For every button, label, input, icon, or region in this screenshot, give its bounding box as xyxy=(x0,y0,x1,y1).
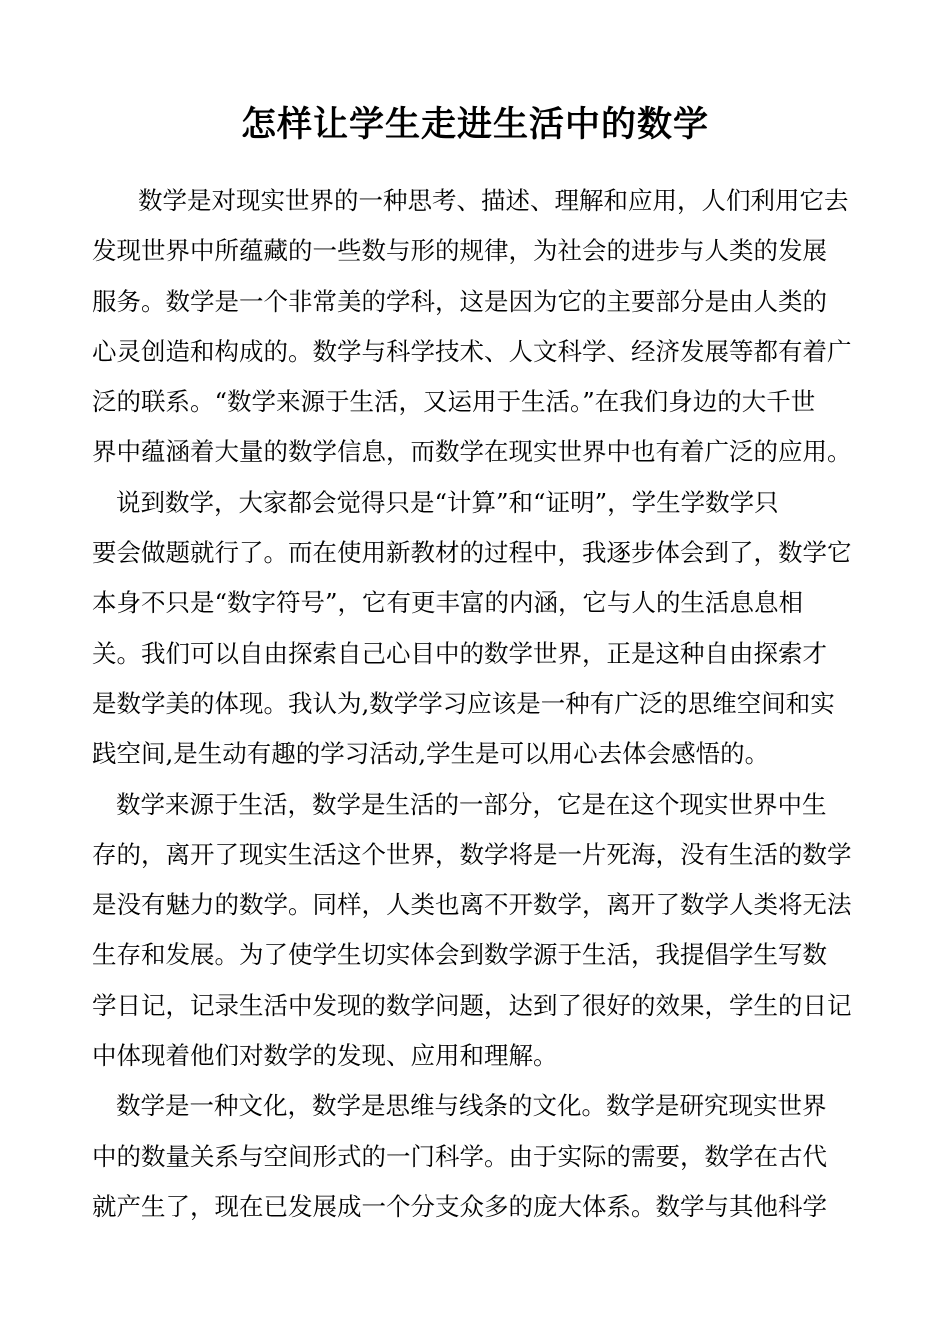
document-body xyxy=(92,176,862,1232)
text-line: 发现世界中所蕴藏的一些数与形的规律，为社会的进步与人类的发展 xyxy=(92,236,827,266)
paragraph xyxy=(92,176,862,478)
text-line: 中体现着他们对数学的发现、应用和理解。 xyxy=(92,1041,558,1071)
paragraph xyxy=(92,478,862,780)
text-line: 是数学美的体现。我认为,数学学习应该是一种有广泛的思维空间和实 xyxy=(92,688,835,718)
text-line: 数学是对现实世界的一种思考、描述、理解和应用，人们利用它去 xyxy=(138,186,849,215)
text-line: 践空间,是生动有趣的学习活动,学生是可以用心去体会感悟的。 xyxy=(92,739,770,769)
text-line: 数学来源于生活，数学是生活的一部分，它是在这个现实世界中生 xyxy=(116,789,827,819)
text-line: 是没有魅力的数学。同样，人类也离不开数学，离开了数学人类将无法 xyxy=(92,890,852,920)
text-line: 中的数量关系与空间形式的一门科学。由于实际的需要，数学在古代 xyxy=(92,1141,827,1171)
text-line: 服务。数学是一个非常美的学科，这是因为它的主要部分是由人类的 xyxy=(92,286,827,316)
document-title: 怎样让学生走进生活中的数学 xyxy=(240,104,709,145)
paragraph xyxy=(92,780,862,1082)
text-line: 数学是一种文化，数学是思维与线条的文化。数学是研究现实世界 xyxy=(116,1091,827,1121)
text-line: 说到数学，大家都会觉得只是“计算”和“证明”，学生学数学只 xyxy=(116,487,779,517)
text-line: 存的，离开了现实生活这个世界，数学将是一片死海，没有生活的数学 xyxy=(92,839,852,869)
text-line: 本身不只是“数字符号”，它有更丰富的内涵，它与人的生活息息相 xyxy=(92,588,804,618)
text-line: 生存和发展。为了使学生切实体会到数学源于生活，我提倡学生写数 xyxy=(92,940,827,970)
text-line: 泛的联系。“数学来源于生活，又运用于生活。”在我们身边的大千世 xyxy=(92,387,816,417)
text-line: 心灵创造和构成的。数学与科学技术、人文科学、经济发展等都有着广 xyxy=(92,336,852,366)
text-line: 界中蕴涵着大量的数学信息，而数学在现实世界中也有着广泛的应用。 xyxy=(92,437,852,467)
paragraph xyxy=(92,1081,862,1232)
text-line: 要会做题就行了。而在使用新教材的过程中，我逐步体会到了，数学它 xyxy=(92,538,852,568)
text-line: 就产生了，现在已发展成一个分支众多的庞大体系。数学与其他科学 xyxy=(92,1191,827,1221)
text-line: 学日记，记录生活中发现的数学问题，达到了很好的效果，学生的日记 xyxy=(92,990,852,1020)
text-line: 关。我们可以自由探索自己心目中的数学世界，正是这种自由探索才 xyxy=(92,638,827,668)
